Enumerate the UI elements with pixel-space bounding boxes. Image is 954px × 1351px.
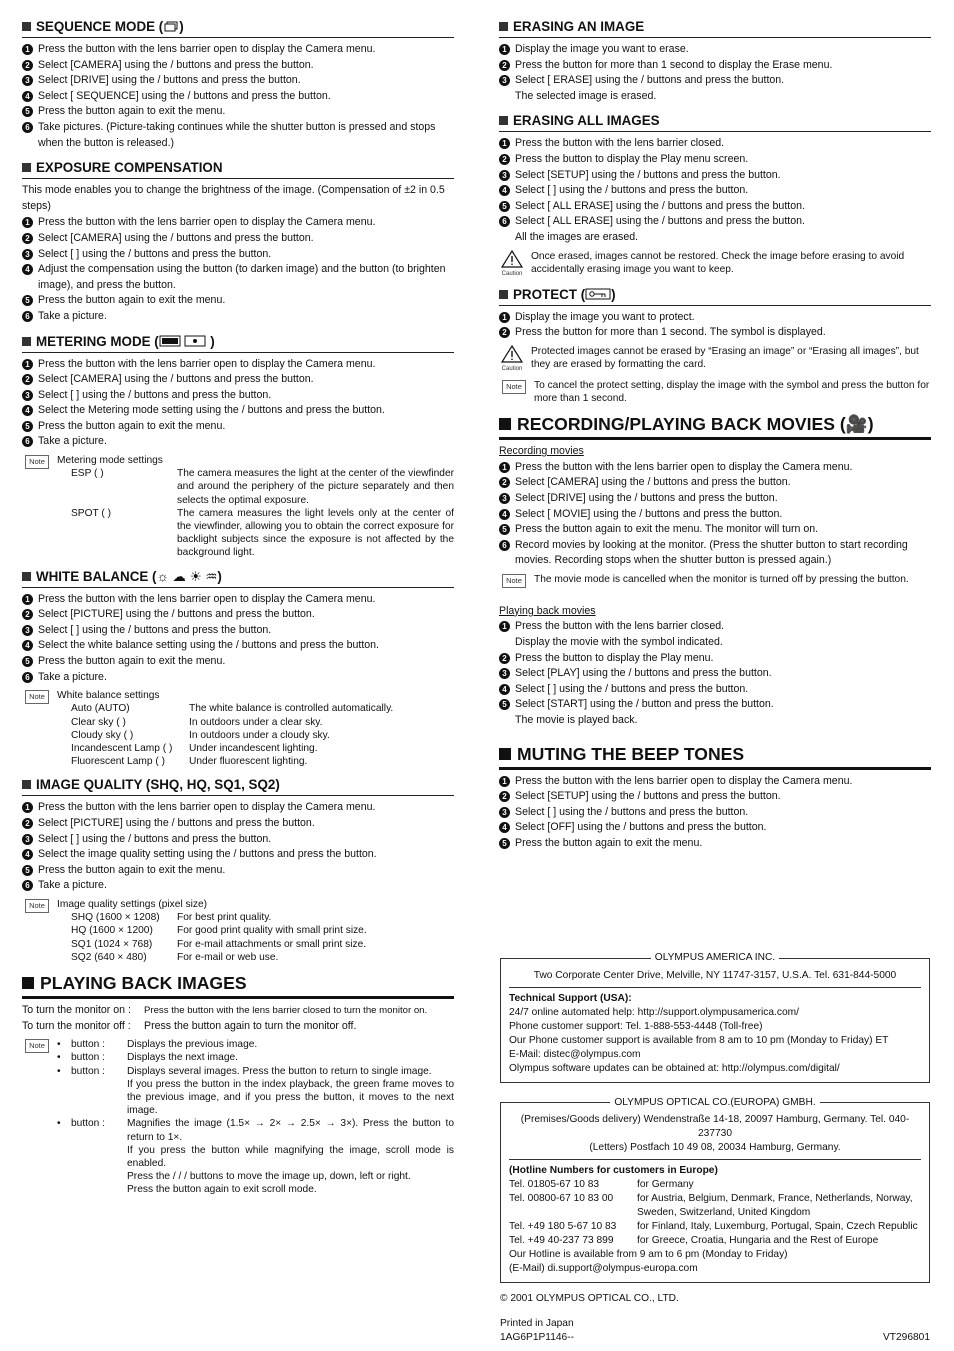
note-title: White balance settings <box>57 690 160 702</box>
section-heading: WHITE BALANCE ( ☼ ☁ ☀ ♒ ) <box>22 568 454 588</box>
step-number: 2 <box>499 60 510 71</box>
note-block: Note To cancel the protect setting, display the image with the symbol and press the button for more than 1 second. <box>499 379 931 405</box>
step-text: Select [OFF] using the / buttons and press the button. <box>515 821 767 834</box>
step <box>22 654 454 670</box>
note-row: SQ2 (640 × 480) For e-mail or web use. <box>71 951 279 963</box>
step-number: 1 <box>22 217 33 228</box>
step-number: 2 <box>22 818 33 829</box>
note-row: SPOT ( ) The camera measures the light levels only at the center of the viewfinder, allowing you to obtain the correct exposure for backlight subjects since the exposure is not affected by the background light. <box>71 507 454 559</box>
esp-icon <box>159 335 181 347</box>
step-text: Press the button with the lens barrier open to display the Camera menu. <box>38 801 376 814</box>
note-row: HQ (1600 × 1200) For good print quality with small print size. <box>71 925 367 937</box>
note-icon: Note <box>502 574 526 588</box>
step <box>22 42 454 58</box>
step <box>499 214 931 230</box>
step-number: 5 <box>499 838 510 849</box>
step-number: 3 <box>22 249 33 260</box>
step-text: Take pictures. (Picture-taking continues while the shutter button is pressed and stops when the button is released.) <box>38 120 436 149</box>
step <box>22 215 454 231</box>
white-balance-section <box>22 568 454 769</box>
step <box>499 805 931 821</box>
step-text: Press the button again to exit the menu. <box>38 294 226 307</box>
step <box>22 847 454 863</box>
step-number: 6 <box>22 122 33 133</box>
step <box>499 507 931 523</box>
step-text: Press the button with the lens barrier open to display the Camera menu. <box>38 357 376 370</box>
step <box>22 231 454 247</box>
step-number: 4 <box>22 264 33 275</box>
bullet-item: If you press the button in the index playback, the green frame moves to the previous image, and if you press the button, it moves to the next image. <box>127 1078 454 1117</box>
step <box>22 89 454 105</box>
usa-box: Two Corporate Center Drive, Melville, NY 11747-3157, U.S.A. Tel. 631-844-5000 Technical Support (USA): 24/7 online automated help: http://support.olympusamerica.com/ Phone customer support: Tel. 1-888-553-4448 (Toll-free) Our Phone customer support is available from 8 am to 10 pm (Monday to Friday) ET E-Mail: distec@olympus.com Olympus software updates can be obtained at: http://olympus.com/digital/ <box>500 958 930 1083</box>
step <box>22 372 454 388</box>
step <box>499 73 931 89</box>
step-text: Press the button again to exit the menu. <box>38 105 226 118</box>
step <box>22 800 454 816</box>
step-text: Press the button to display the Play menu screen. <box>515 152 749 165</box>
step-text: Select [ SEQUENCE] using the / buttons and press the button. <box>38 89 331 102</box>
step <box>499 168 931 184</box>
section-heading: IMAGE QUALITY (SHQ, HQ, SQ1, SQ2) <box>22 776 454 796</box>
step-text: Take a picture. <box>38 670 107 683</box>
monitor-on-row: To turn the monitor on : Press the button with the lens barrier closed to turn the monitor on. <box>22 1004 428 1017</box>
step-text: Select [ ] using the / buttons and press the button. <box>38 247 272 260</box>
note-row: Incandescent Lamp ( ) Under incandescent lighting. <box>71 743 318 755</box>
step-text: Take a picture. <box>38 309 107 322</box>
step-number: 2 <box>22 374 33 385</box>
step <box>499 836 931 852</box>
step <box>499 42 931 58</box>
erasing-all-section <box>499 112 931 277</box>
eu-title: OLYMPUS OPTICAL CO.(EUROPA) GMBH. <box>500 1095 930 1111</box>
steps-list <box>22 357 454 451</box>
step-text: Record movies by looking at the monitor. (Press the shutter button to start recording movies. Recording stops when the shutter button is pressed again.) <box>515 538 908 567</box>
caution-icon: Caution <box>499 250 525 278</box>
caution-icon: Caution <box>499 345 525 373</box>
step-number: 1 <box>499 776 510 787</box>
note-row: SQ1 (1024 × 768) For e-mail attachments or small print size. <box>71 938 367 950</box>
step <box>499 136 931 152</box>
section-heading: ERASING ALL IMAGES <box>499 112 931 132</box>
step-text: Press the button with the lens barrier closed. <box>515 137 725 150</box>
step-number: 3 <box>22 834 33 845</box>
step-number: 2 <box>22 60 33 71</box>
step <box>499 538 931 569</box>
sequence-mode-section <box>22 18 454 151</box>
step <box>499 183 931 199</box>
step <box>22 863 454 879</box>
step <box>22 104 454 120</box>
step-number: 1 <box>22 359 33 370</box>
step-text: Select [CAMERA] using the / buttons and press the button. <box>38 231 314 244</box>
subheading: Playing back movies <box>499 604 596 617</box>
bullet-item: • button : Displays the previous image. <box>57 1039 258 1051</box>
steps-list <box>499 774 931 852</box>
step <box>22 293 454 309</box>
subheading: Recording movies <box>499 445 584 458</box>
step-text: Display the image you want to protect. <box>515 310 695 323</box>
step-text: Press the button with the lens barrier open to display the Camera menu. <box>515 774 853 787</box>
result-text: The selected image is erased. <box>515 89 657 102</box>
step-number: 5 <box>22 656 33 667</box>
contact-area <box>500 950 930 1345</box>
step-number: 1 <box>22 802 33 813</box>
spot-icon <box>184 335 206 347</box>
step <box>499 152 931 168</box>
step-number: 1 <box>499 44 510 55</box>
step <box>499 460 931 476</box>
step <box>499 820 931 836</box>
section-heading: PROTECT ( ) <box>499 286 931 306</box>
step-text: Press the button with the lens barrier open to display the Camera menu. <box>38 43 376 55</box>
lamp-icon: ☀ <box>189 568 202 584</box>
bullet-item: • button : Magnifies the image (1.5× → 2× → 2.5× → 3×). Press the button to return to 1×. <box>57 1118 454 1143</box>
steps-list <box>499 42 931 89</box>
step-text: Adjust the compensation using the button (to darken image) and the button (to brighten image), and press the button. <box>38 263 446 291</box>
step <box>22 434 454 450</box>
step-number: 3 <box>499 170 510 181</box>
step-text: Select [ ] using the / buttons and press the button. <box>515 805 749 818</box>
bullet-item: Press the / / / buttons to move the image up, down, left or right. <box>127 1171 411 1183</box>
step <box>22 878 454 894</box>
step-number: 2 <box>499 154 510 165</box>
protect-icon <box>585 288 611 300</box>
step-number: 5 <box>22 295 33 306</box>
intro-text: This mode enables you to change the brightness of the image. (Compensation of ±2 in 0.5 steps) <box>22 184 445 212</box>
step-text: Select [ ] using the / buttons and press the button. <box>515 184 749 197</box>
step <box>499 199 931 215</box>
step <box>22 419 454 435</box>
steps-list <box>22 215 454 324</box>
protect-section <box>499 286 931 406</box>
step-text: Take a picture. <box>38 879 107 892</box>
step-text: Select [PICTURE] using the / buttons and press the button. <box>38 817 315 830</box>
step: 4 Select [ ] using the / buttons and press the button. <box>499 682 931 698</box>
sun-icon: ☼ <box>156 568 169 584</box>
erasing-image-section <box>499 18 931 104</box>
note-block <box>22 689 454 768</box>
step-number: 3 <box>499 807 510 818</box>
section-heading: EXPOSURE COMPENSATION <box>22 159 454 179</box>
step-number: 6 <box>499 540 510 551</box>
step-number: 2 <box>499 791 510 802</box>
bullet-item: Press the button again to exit scroll mode. <box>127 1184 317 1196</box>
step-number: 3 <box>499 493 510 504</box>
step <box>22 262 454 293</box>
step-number: 4 <box>22 849 33 860</box>
step-number: 2 <box>22 609 33 620</box>
steps-list <box>22 800 454 894</box>
step-text: Select [ MOVIE] using the / buttons and press the button. <box>515 507 783 520</box>
usa-title: OLYMPUS AMERICA INC. <box>500 950 930 966</box>
step-number: 1 <box>22 594 33 605</box>
step: 2 Press the button to display the Play menu. <box>499 651 931 667</box>
note-table <box>57 467 454 559</box>
section-heading: MUTING THE BEEP TONES <box>499 743 931 770</box>
step-number: 2 <box>499 477 510 488</box>
step-text: Press the button again to exit the menu. <box>38 419 226 432</box>
steps-list <box>22 42 454 151</box>
note-block <box>22 1038 454 1196</box>
right-column <box>499 18 931 1343</box>
note-icon: Note <box>25 1039 49 1053</box>
section-heading: PLAYING BACK IMAGES <box>22 972 454 999</box>
step-text: Select [DRIVE] using the / buttons and press the button. <box>515 491 778 504</box>
step-text: Select [ ] using the / buttons and press the button. <box>38 832 272 845</box>
step <box>22 403 454 419</box>
step-text: Select [CAMERA] using the / buttons and press the button. <box>38 58 314 71</box>
left-column <box>22 18 454 1205</box>
step-text: Select [CAMERA] using the / buttons and press the button. <box>515 476 791 489</box>
section-heading: ERASING AN IMAGE <box>499 18 931 38</box>
step-number: 5 <box>22 106 33 117</box>
step-number: 3 <box>22 75 33 86</box>
step-number: 4 <box>499 822 510 833</box>
step-number: 6 <box>499 216 510 227</box>
sequence-icon <box>163 21 179 33</box>
note-table <box>57 911 454 964</box>
step <box>22 607 454 623</box>
cloud-icon: ☁ <box>172 568 186 584</box>
step-text: Press the button again to exit the menu. The monitor will turn on. <box>515 523 819 536</box>
fluorescent-icon: ♒ <box>205 568 218 584</box>
step-number: 1 <box>499 312 510 323</box>
step-number: 3 <box>499 75 510 86</box>
note-table <box>57 702 454 768</box>
steps-list <box>499 460 931 569</box>
step <box>499 475 931 491</box>
monitor-off-row: To turn the monitor off : Press the button again to turn the monitor off. <box>22 1019 357 1032</box>
eu-box: (Premises/Goods delivery) Wendenstraße 14-18, 20097 Hamburg, Germany. Tel. 040-237730 (Letters) Postfach 10 49 08, 20034 Hamburg, Germany. (Hotline Numbers for customers in Europe) Tel. 01805-67 10 83 for Germany Tel. 00800-67 10 83 00 for Austria, Belgium, Denmark, France, Netherlands, Norway, Sweden, Switzerland, United Kingdom Tel. +49 180 5-67 10 83 for Finland, Italy, Luxemburg, Portugal, Spain, Czech Republic Tel. +49 40-237 73 899 for Greece, Croatia, Hungaria and the Rest of Europe Our Hotline is available from 9 am to 6 pm (Monday to Friday) (E-Mail) di.support@olympus-europa.com <box>500 1102 930 1283</box>
step <box>22 58 454 74</box>
step <box>22 388 454 404</box>
step-text: Display the image you want to erase. <box>515 43 689 55</box>
step-text: Press the button again to exit the menu. <box>515 837 703 849</box>
section-heading: SEQUENCE MODE ( ) <box>22 18 454 38</box>
step-text: Press the button for more than 1 second. The symbol is displayed. <box>515 326 826 339</box>
step-number: 3 <box>22 390 33 401</box>
steps-list <box>499 136 931 230</box>
step <box>22 309 454 325</box>
step-text: Select the white balance setting using the / buttons and press the button. <box>38 639 379 652</box>
step-continued: Display the movie with the symbol indicated. <box>515 636 723 649</box>
bullet-item: • button : Displays the next image. <box>57 1052 238 1064</box>
note-row: Fluorescent Lamp ( ) Under fluorescent lighting. <box>71 756 308 768</box>
step <box>499 58 931 74</box>
step-number: 2 <box>499 327 510 338</box>
movies-section <box>499 413 931 729</box>
playback-section <box>22 972 454 1197</box>
step-text: Select the Metering mode setting using the / buttons and press the button. <box>38 404 385 417</box>
note-block <box>22 898 454 964</box>
metering-section <box>22 333 454 560</box>
footer-codes: 1AG6P1P1146-- VT296801 <box>500 1331 930 1343</box>
step-text: Press the button again to exit the menu. <box>38 655 226 668</box>
note-icon: Note <box>25 899 49 913</box>
step-text: Select [ ALL ERASE] using the / buttons and press the button. <box>515 199 805 212</box>
step-number: 6 <box>22 672 33 683</box>
image-quality-section <box>22 776 454 964</box>
bullet-item: If you press the button while magnifying the image, scroll mode is enabled. <box>127 1144 454 1170</box>
step-text: Select [ ] using the / buttons and press the button. <box>38 623 272 636</box>
step <box>22 816 454 832</box>
note-row: Auto (AUTO) The white balance is controlled automatically. <box>71 703 394 715</box>
step <box>22 120 454 151</box>
step <box>499 491 931 507</box>
caution-block: Caution Once erased, images cannot be restored. Check the image before erasing to avoid accidentally erasing image you want to keep. <box>499 250 931 278</box>
bullet-list <box>57 1038 454 1196</box>
step-number: 6 <box>22 880 33 891</box>
steps-list <box>499 310 931 341</box>
step-text: Select [DRIVE] using the / buttons and press the button. <box>38 74 301 87</box>
section-heading: METERING MODE ( ) <box>22 333 454 353</box>
step-number: 1 <box>499 462 510 473</box>
step-number: 6 <box>22 311 33 322</box>
note-title: Metering mode settings <box>57 455 163 467</box>
step-number: 5 <box>22 421 33 432</box>
step <box>499 325 931 341</box>
step <box>22 638 454 654</box>
copyright: © 2001 OLYMPUS OPTICAL CO., LTD. <box>500 1293 679 1305</box>
step <box>22 623 454 639</box>
step-text: Press the button again to exit the menu. <box>38 863 226 876</box>
step-text: Select [ ALL ERASE] using the / buttons and press the button. <box>515 215 805 228</box>
step-text: Select [ ] using the / buttons and press the button. <box>38 388 272 401</box>
step <box>22 670 454 686</box>
result-text: All the images are erased. <box>515 230 639 243</box>
step-number: 4 <box>22 405 33 416</box>
step-text: Select [SETUP] using the / buttons and press the button. <box>515 168 781 181</box>
step-number: 5 <box>499 201 510 212</box>
step-number: 1 <box>499 138 510 149</box>
note-block <box>22 454 454 560</box>
note-icon: Note <box>25 690 49 704</box>
note-row: Cloudy sky ( ) In outdoors under a cloudy sky. <box>71 729 330 741</box>
step <box>499 789 931 805</box>
step-text: Take a picture. <box>38 435 107 448</box>
exposure-section <box>22 159 454 324</box>
step <box>22 357 454 373</box>
step: 5 Select [START] using the / button and press the button. <box>499 697 931 713</box>
step-text: Select [ ERASE] using the / buttons and press the button. <box>515 74 785 87</box>
beep-section <box>499 743 931 852</box>
step-text: Select the image quality setting using the / buttons and press the button. <box>38 848 377 861</box>
printed-in: Printed in Japan <box>500 1317 574 1329</box>
step-number: 2 <box>22 233 33 244</box>
step-text: Press the button with the lens barrier open to display the Camera menu. <box>515 460 853 473</box>
note-block: Note The movie mode is cancelled when the monitor is turned off by pressing the button. <box>499 573 931 588</box>
step <box>499 310 931 326</box>
movie-icon: 🎥 <box>845 414 868 435</box>
step-number: 4 <box>22 91 33 102</box>
step-number: 4 <box>499 509 510 520</box>
bullet-item: • button : Displays several images. Press the button to return to single image. <box>57 1065 432 1077</box>
step-number: 5 <box>22 865 33 876</box>
step-number: 5 <box>499 524 510 535</box>
step: 1 Press the button with the lens barrier closed. <box>499 619 931 635</box>
section-heading: RECORDING/PLAYING BACK MOVIES ( 🎥 ) <box>499 413 931 440</box>
steps-list <box>22 592 454 686</box>
note-row: Clear sky ( ) In outdoors under a clear sky. <box>71 716 323 728</box>
step-number: 1 <box>22 44 33 55</box>
note-title: Image quality settings (pixel size) <box>57 899 208 911</box>
step-text: Select [PICTURE] using the / buttons and press the button. <box>38 608 315 621</box>
caution-block: Caution Protected images cannot be erased by “Erasing an image” or “Erasing all images”, but they are erased by formatting the card. <box>499 345 931 373</box>
step-text: Press the button with the lens barrier open to display the Camera menu. <box>38 216 376 229</box>
note-icon: Note <box>25 455 49 469</box>
note-icon: Note <box>502 380 526 394</box>
step <box>22 832 454 848</box>
note-row: SHQ (1600 × 1208) For best print quality. <box>71 912 272 924</box>
step: 3 Select [PLAY] using the / buttons and press the button. <box>499 666 931 682</box>
note-row: ESP ( ) The camera measures the light at the center of the viewfinder and around the periphery of the picture separately and then selects the optimal exposure. <box>71 468 454 506</box>
step <box>22 73 454 89</box>
step <box>499 774 931 790</box>
step-number: 3 <box>22 625 33 636</box>
step-number: 4 <box>22 640 33 651</box>
step-number: 6 <box>22 436 33 447</box>
step-text: Press the button for more than 1 second to display the Erase menu. <box>515 58 833 71</box>
step-text: Press the button with the lens barrier open to display the Camera menu. <box>38 592 376 605</box>
step-text: Select [SETUP] using the / buttons and press the button. <box>515 790 781 803</box>
step-text: Select [CAMERA] using the / buttons and press the button. <box>38 373 314 386</box>
step-number: 4 <box>499 185 510 196</box>
step <box>499 522 931 538</box>
step <box>22 247 454 263</box>
step <box>22 592 454 608</box>
result-text: The movie is played back. <box>515 714 638 727</box>
